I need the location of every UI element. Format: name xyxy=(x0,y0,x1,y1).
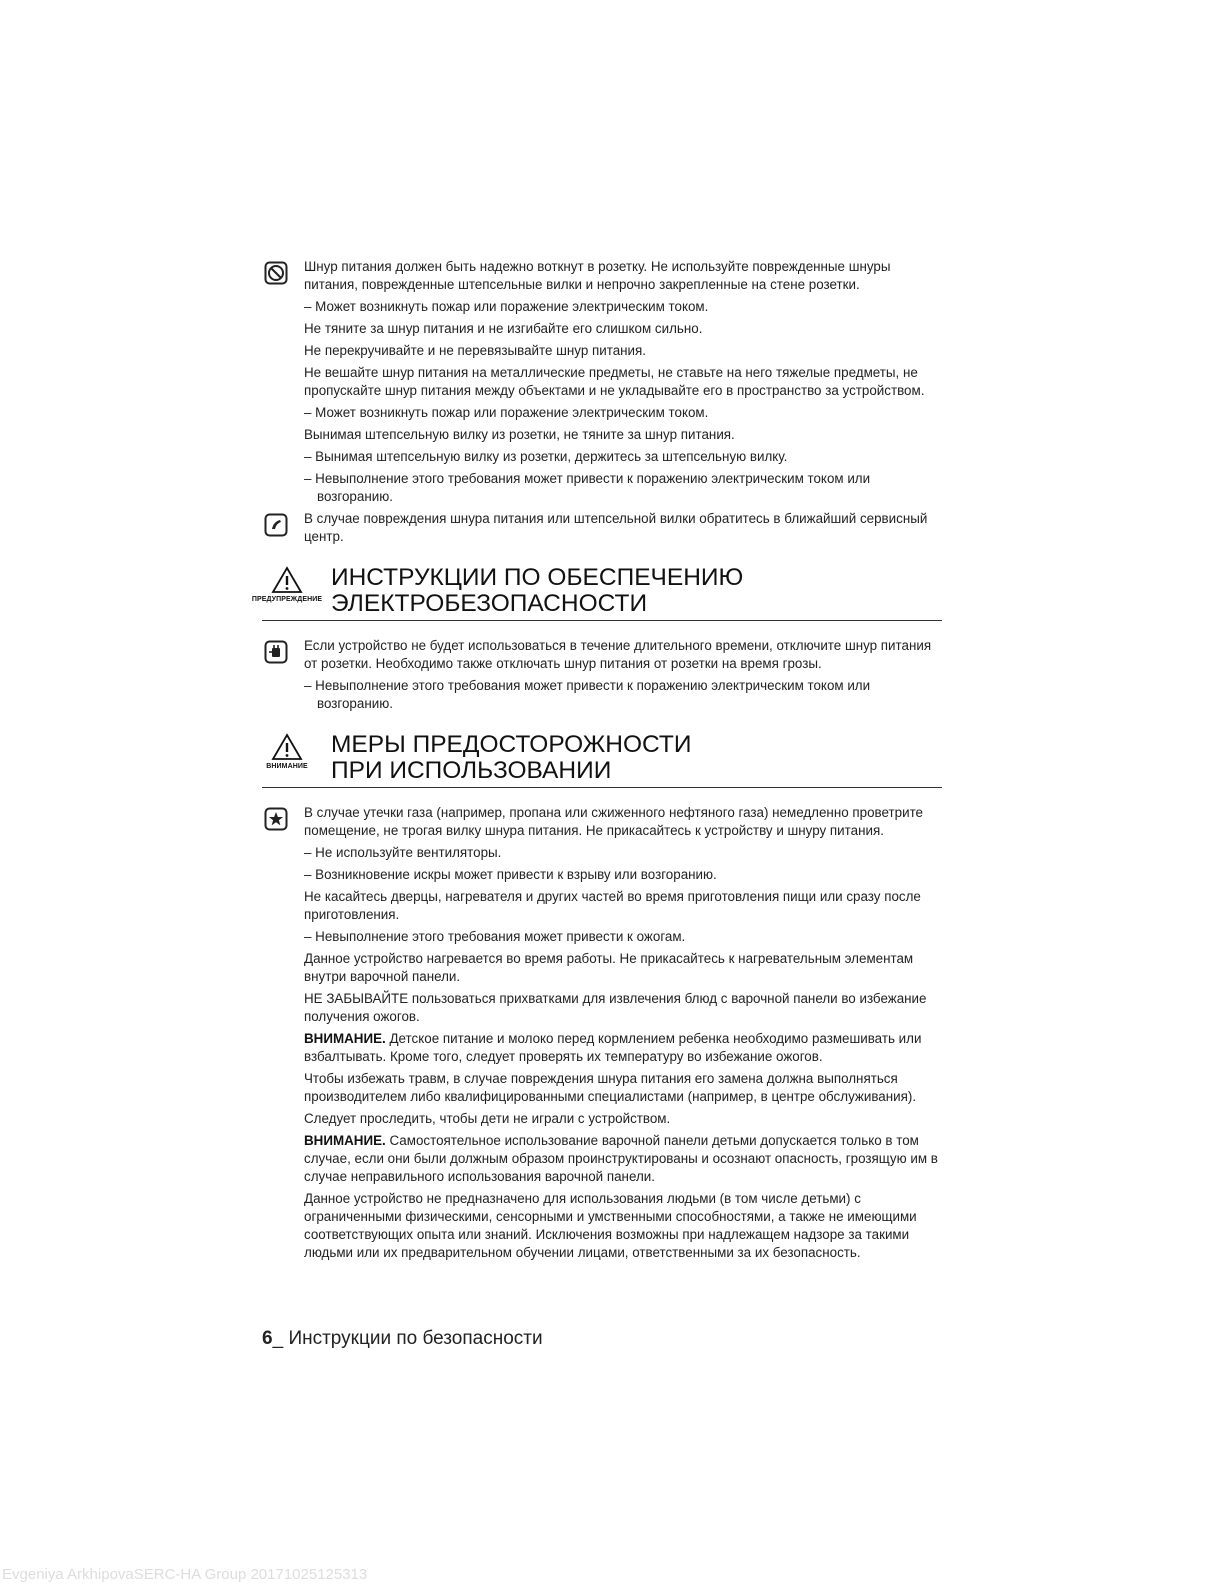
service-center-block xyxy=(262,510,942,546)
caution-label: ВНИМАНИЕ xyxy=(266,763,308,770)
attention-text: Детское питание и молоко перед кормлением ребенка необходимо размешивать или взбалтывать. Кроме того, следует проверять их температуру во избежание ожогов. xyxy=(304,1031,922,1064)
paragraph: Не перекручивайте и не перевязывайте шнур питания. xyxy=(304,343,647,358)
unplug-icon xyxy=(264,640,288,664)
paragraph: Чтобы избежать травм, в случае повреждения шнура питания его замена должна выполняться производителем либо квалифицированными специалистами (например, в центре обслуживания). xyxy=(304,1071,917,1104)
consequence-line: – Не используйте вентиляторы. xyxy=(304,845,502,860)
warning-label: ПРЕДУПРЕЖДЕНИЕ xyxy=(251,596,323,603)
paragraph: Шнур питания должен быть надежно воткнут в розетку. Не используйте поврежденные шнуры питания, поврежденные штепсельные вилки и непрочно закрепленные на стене розетки. xyxy=(304,259,891,292)
paragraph: Не тяните за шнур питания и не изгибайте его слишком сильно. xyxy=(304,321,703,336)
consequence-line: – Может возникнуть пожар или поражение электрическим током. xyxy=(304,405,709,420)
paragraph: Данное устройство не предназначено для использования людьми (в том числе детьми) с ограниченными физическими, сенсорными и умственными способностями, а также не имеющими соответствующих опыта или знаний. Исключения возможны при надлежащем надзоре за такими людьми или их предварительном обучении лицами, ответственными за их безопасность. xyxy=(304,1191,917,1260)
section-heading-electrical-safety xyxy=(251,560,942,621)
usage-precautions-block xyxy=(262,804,942,1262)
attention-text: Самостоятельное использование варочной панели детьми допускается только в том случае, если они были должным образом проинструктированы и осознают опасность, грозящую им в случае неправильного использования варочной панели. xyxy=(304,1133,938,1184)
consequence-line: – Может возникнуть пожар или поражение электрическим током. xyxy=(304,299,709,314)
paragraph: Следует проследить, чтобы дети не играли с устройством. xyxy=(304,1111,671,1126)
section-title-line: ЭЛЕКТРОБЕЗОПАСНОСТИ xyxy=(331,590,648,617)
attention-note xyxy=(304,1132,942,1186)
page-content xyxy=(251,258,942,1266)
phone-icon xyxy=(264,513,288,537)
page-number: 6 xyxy=(262,1328,273,1349)
paragraph: Данное устройство нагревается во время работы. Не прикасайтесь к нагревательным элементам внутри варочной панели. xyxy=(304,951,914,984)
warning-triangle-icon xyxy=(271,566,303,594)
prohibited-icon xyxy=(264,261,288,285)
consequence-line: – Невыполнение этого требования может привести к ожогам. xyxy=(304,929,686,944)
consequence-line: – Возникновение искры может привести к взрыву или возгоранию. xyxy=(304,867,717,882)
warning-badge xyxy=(242,566,332,604)
section-title xyxy=(331,565,743,617)
section-heading-usage-precautions xyxy=(262,727,942,788)
star-icon xyxy=(264,807,288,831)
paragraph: В случае утечки газа (например, пропана или сжиженного нефтяного газа) немедленно проветрите помещение, не трогая вилку шнура питания. Не прикасайтесь к устройству и шнуру питания. xyxy=(304,805,923,838)
section-title xyxy=(331,732,691,784)
power-cord-block xyxy=(262,258,942,506)
paragraph: Не касайтесь дверцы, нагревателя и других частей во время приготовления пищи или сразу после приготовления. xyxy=(304,889,921,922)
unplug-block xyxy=(262,637,942,713)
caution-triangle-icon xyxy=(271,733,303,761)
paragraph: НЕ ЗАБЫВАЙТЕ пользоваться прихватками для извлечения блюд с варочной панели во избежание получения ожогов. xyxy=(304,991,927,1024)
page-footer xyxy=(262,1328,543,1350)
attention-note xyxy=(304,1030,942,1066)
paragraph: В случае повреждения шнура питания или штепсельной вилки обратитесь в ближайший сервисный центр. xyxy=(304,511,928,544)
caution-badge xyxy=(242,733,332,771)
consequence-line: – Невыполнение этого требования может привести к поражению электрическим током или возгоранию. xyxy=(304,471,871,504)
section-title-line: МЕРЫ ПРЕДОСТОРОЖНОСТИ xyxy=(331,731,692,758)
footer-separator: _ xyxy=(272,1328,289,1349)
paragraph: Вынимая штепсельную вилку из розетки, не тяните за шнур питания. xyxy=(304,427,735,442)
paragraph: Если устройство не будет использоваться в течение длительного времени, отключите шнур питания от розетки. Необходимо также отключать шнур питания от розетки на время грозы. xyxy=(304,638,932,671)
watermark: Evgeniya ArkhipovaSERC-HA Group 20171025125313 xyxy=(2,1566,368,1583)
consequence-line: – Невыполнение этого требования может привести к поражению электрическим током или возгоранию. xyxy=(304,678,871,711)
section-title-line: ИНСТРУКЦИИ ПО ОБЕСПЕЧЕНИЮ xyxy=(331,564,744,591)
attention-label: ВНИМАНИЕ. xyxy=(304,1031,386,1046)
paragraph: Не вешайте шнур питания на металлические предметы, не ставьте на него тяжелые предметы, не пропускайте шнур питания между объектами и не укладывайте его в пространство за устройством. xyxy=(304,365,925,398)
footer-title: Инструкции по безопасности xyxy=(288,1328,543,1349)
attention-label: ВНИМАНИЕ. xyxy=(304,1133,386,1148)
section-title-line: ПРИ ИСПОЛЬЗОВАНИИ xyxy=(331,757,612,784)
consequence-line: – Вынимая штепсельную вилку из розетки, держитесь за штепсельную вилку. xyxy=(304,449,788,464)
